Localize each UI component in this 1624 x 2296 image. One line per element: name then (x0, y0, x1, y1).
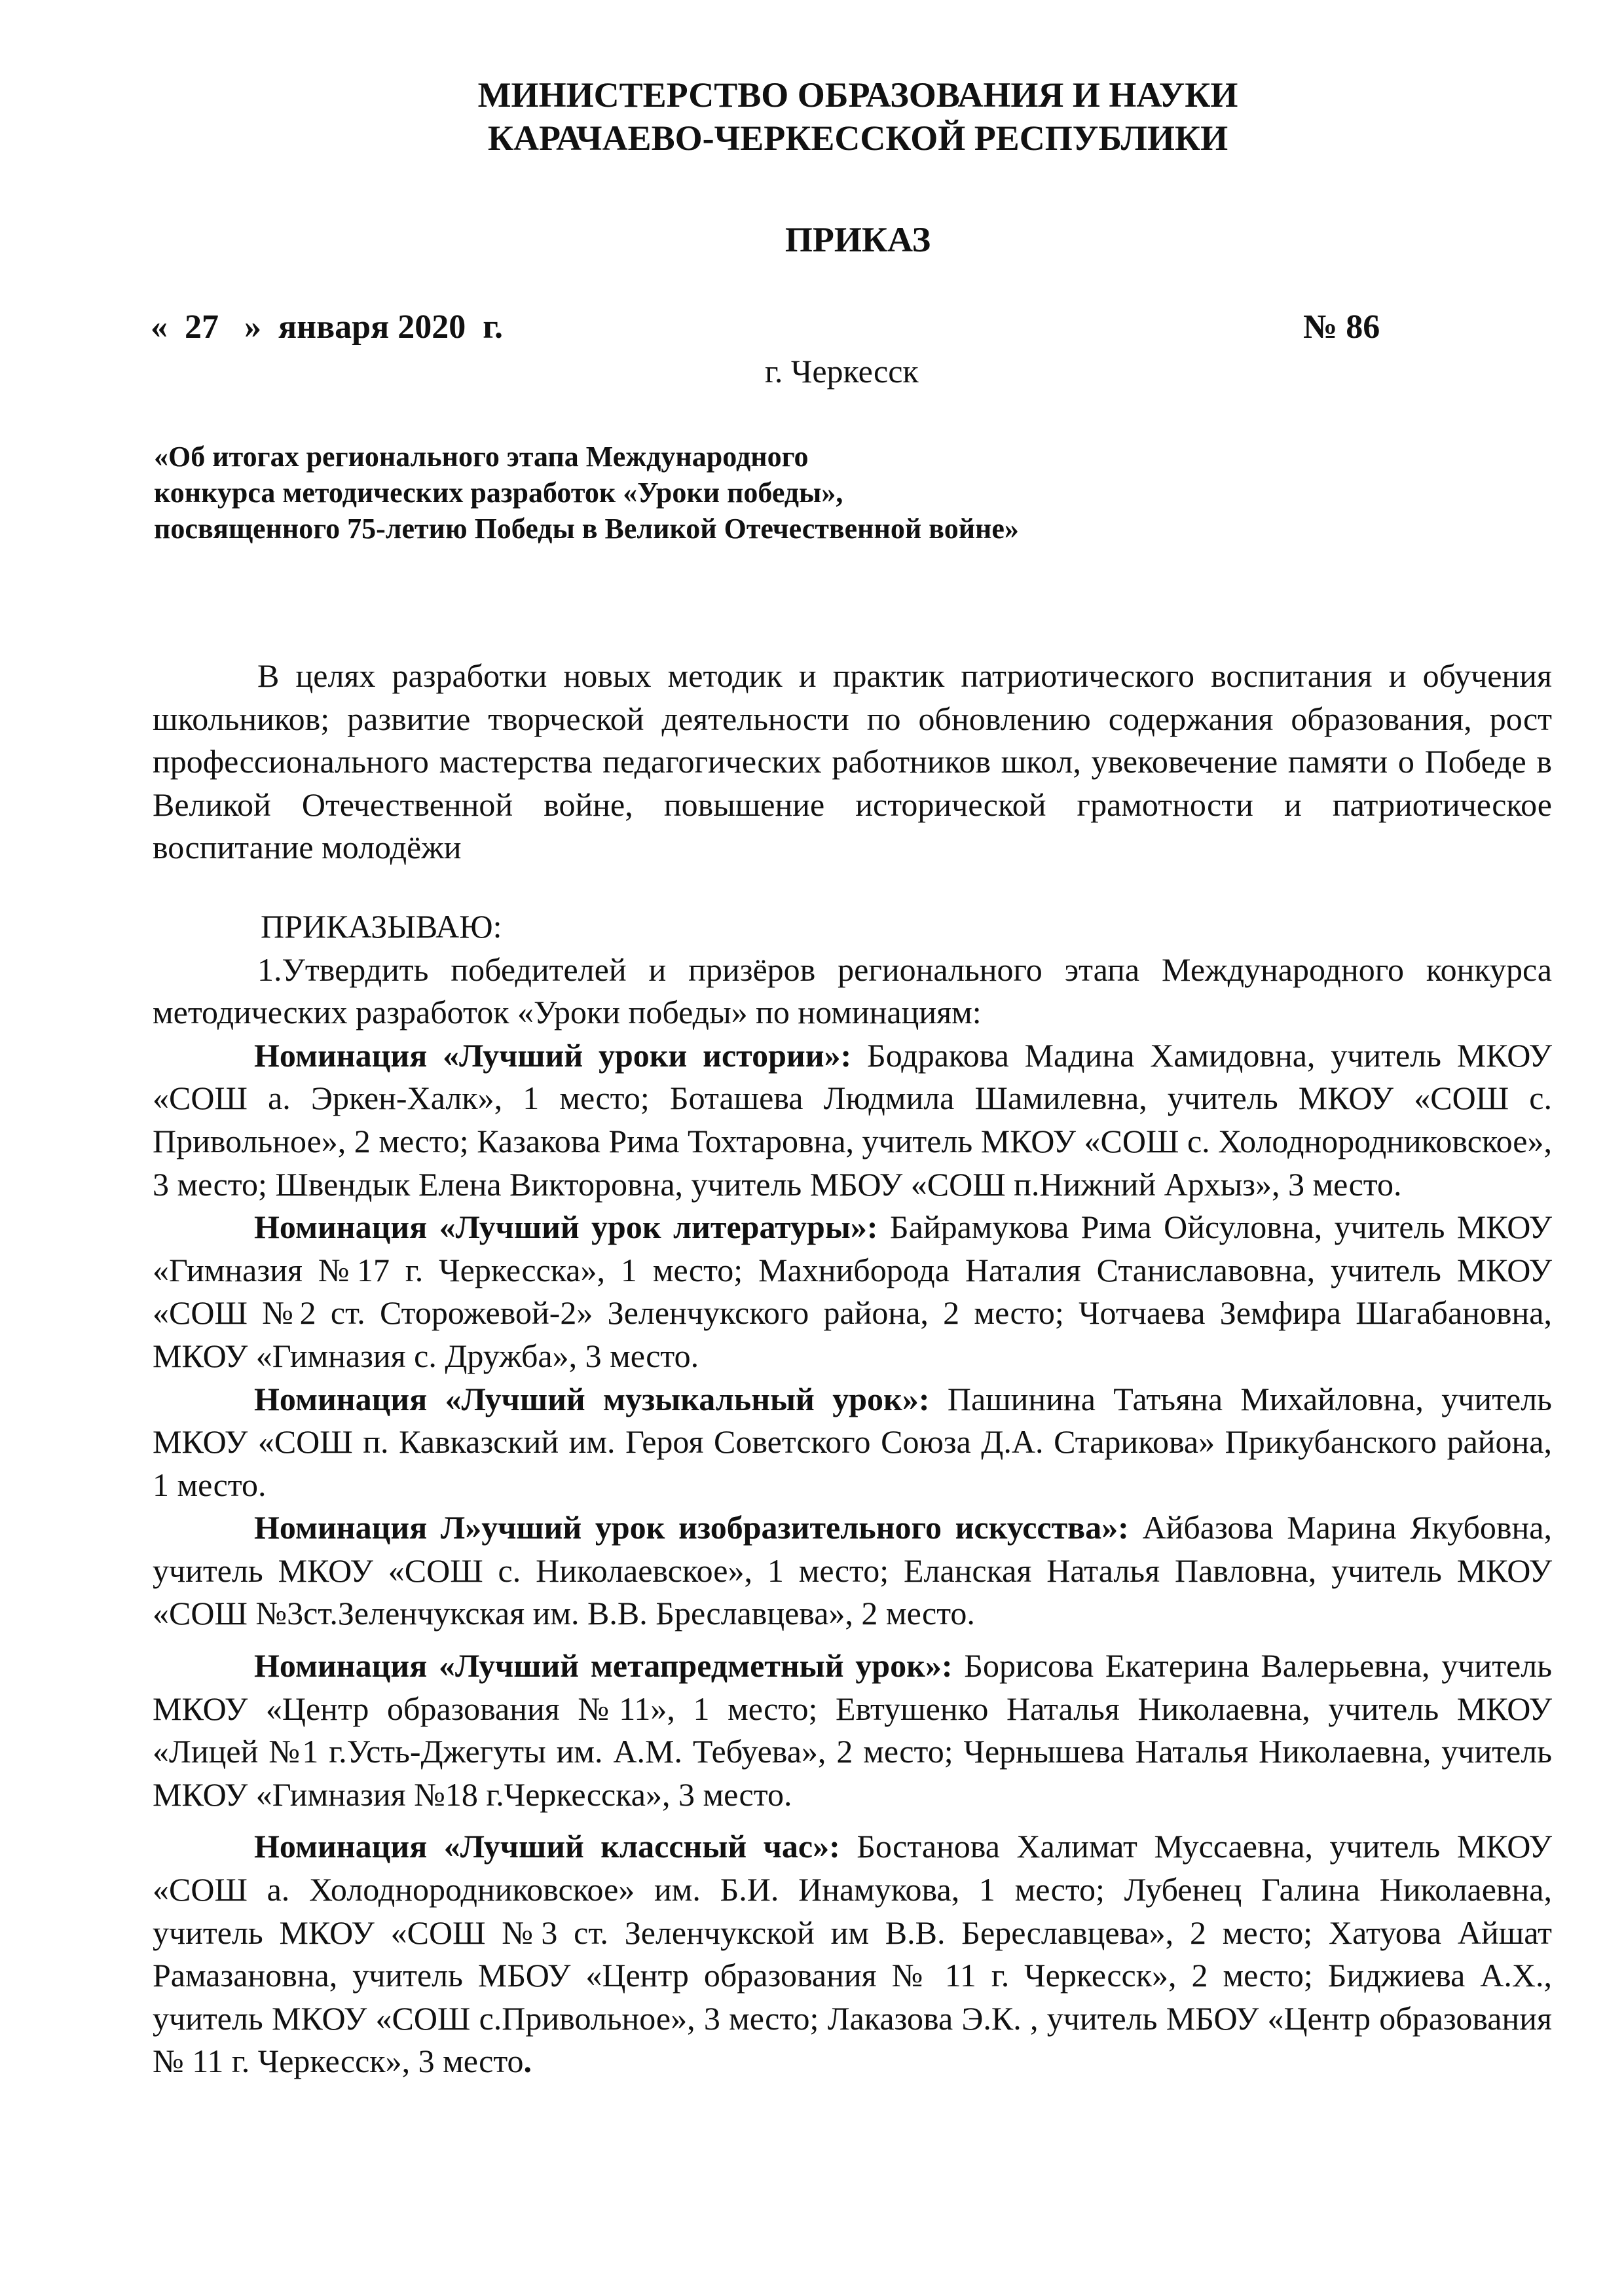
subject-line-1: «Об итогах регионального этапа Международного (154, 441, 809, 473)
order-item-1: 1.Утвердить победителей и призёров регионального этапа Международного конкурса методических разработок «Уроки победы» по номинациям: (153, 951, 1552, 1031)
nomination-title: Номинация «Лучший урок литературы»: (254, 1209, 878, 1246)
subject-line-3: посвященного 75-летию Победы в Великой Отечественной войне» (154, 513, 1019, 545)
nomination-winners: Бодракова Мадина Хамидовна, учитель МКОУ «СОШ а. Эркен-Халк», 1 место; Боташева Людмила Шамилевна, учитель МКОУ «СОШ с. Привольное», 2 место; Казакова Рима Тохтаровна, учитель МКОУ «СОШ с. Холоднородниковское», 3 место; Швендык Елена Викторовна, учитель МБОУ «СОШ п.Нижний Архыз», 3 место. (153, 1036, 1552, 1203)
ministry-line-2: КАРАЧАЕВО-ЧЕРКЕССКОЙ РЕСПУБЛИКИ (487, 118, 1228, 158)
nomination-winners: Айбазова Марина Якубовна, учитель МКОУ «СОШ с. Николаевское», 1 место; Еланская Наталья Павловна, учитель МКОУ «СОШ №3ст.Зеленчукская им. В.В. Бреславцева», 2 место. (153, 1509, 1552, 1632)
preamble-paragraph: В целях разработки новых методик и практик патриотического воспитания и обучения школьников; развитие творческой деятельности по обновлению содержания образования, рост профессионального мастерства педагогических работников школ, увековечение памяти о Победе в Великой Отечественной войне, повышение исторической грамотности и патриотическое воспитание молодёжи (153, 657, 1552, 866)
nomination-winners: Байрамукова Рима Ойсуловна, учитель МКОУ «Гимназия №17 г. Черкесска», 1 место; Махниборода Наталия Станиславовна, учитель МКОУ «СОШ №2 ст. Сторожевой-2» Зеленчукского района, 2 место; Чотчаева Земфира Шагабановна, МКОУ «Гимназия с. Дружба», 3 место. (153, 1209, 1553, 1374)
nomination-winners: Пашинина Татьяна Михайловна, учитель МКОУ «СОШ п. Кавказский им. Героя Советского Союза Д.А. Старикова» Прикубанского района, 1 место. (153, 1380, 1552, 1503)
nomination-winners: Борисова Екатерина Валерьевна, учитель МКОУ «Центр образования №11», 1 место; Евтушенко Наталья Николаевна, учитель МКОУ «Лицей №1 г.Усть-Джегуты им. А.М. Тебуева», 2 место; Чернышева Наталья Николаевна, учитель МКОУ «Гимназия №18 г.Черкесска», 3 место. (153, 1647, 1552, 1813)
document-type-title: ПРИКАЗ (784, 220, 931, 259)
nomination-music (153, 1378, 1552, 1507)
order-number: № 86 (1303, 308, 1380, 346)
order-word: ПРИКАЗЫВАЮ: (261, 907, 502, 945)
subject-line-2: конкурса методических разработок «Уроки победы», (154, 477, 843, 509)
nomination-title: Номинация «Лучший метапредметный урок»: (254, 1647, 953, 1685)
order-body (153, 655, 1552, 2083)
nomination-title: Номинация «Лучший классный час»: (254, 1828, 840, 1865)
nomination-class-hour (153, 1825, 1552, 2083)
nomination-fine-arts (153, 1506, 1552, 1635)
nomination-title: Номинация «Лучший музыкальный урок»: (254, 1380, 930, 1417)
nomination-literature (153, 1206, 1552, 1377)
ministry-line-1: МИНИСТЕРСТВО ОБРАЗОВАНИЯ И НАУКИ (477, 75, 1238, 115)
order-city: г. Черкесск (765, 353, 919, 390)
nomination-metasubject (153, 1645, 1552, 1816)
nomination-title: Номинация Л»учший урок изобразительного искусства»: (254, 1509, 1129, 1546)
nomination-history (153, 1034, 1552, 1206)
nomination-title: Номинация «Лучший уроки истории»: (254, 1036, 852, 1074)
order-date: « 27 » января 2020 г. (151, 308, 503, 346)
final-period: . (523, 2043, 532, 2080)
nomination-winners: Бостанова Халимат Муссаевна, учитель МКОУ «СОШ а. Холоднородниковское» им. Б.И. Инамукова, 1 место; Лубенец Галина Николаевна, учитель МКОУ «СОШ №3 ст. Зеленчукской им В.В. Береславцева», 2 место; Хатуова Айшат Рамазановна, учитель МБОУ «Центр образования № 11 г. Черкесск», 2 место; Биджиева А.Х., учитель МКОУ «СОШ с.Привольное», 3 место; Лаказова Э.К. , учитель МБОУ «Центр образования № 11 г. Черкесск», 3 место (153, 1828, 1552, 2080)
